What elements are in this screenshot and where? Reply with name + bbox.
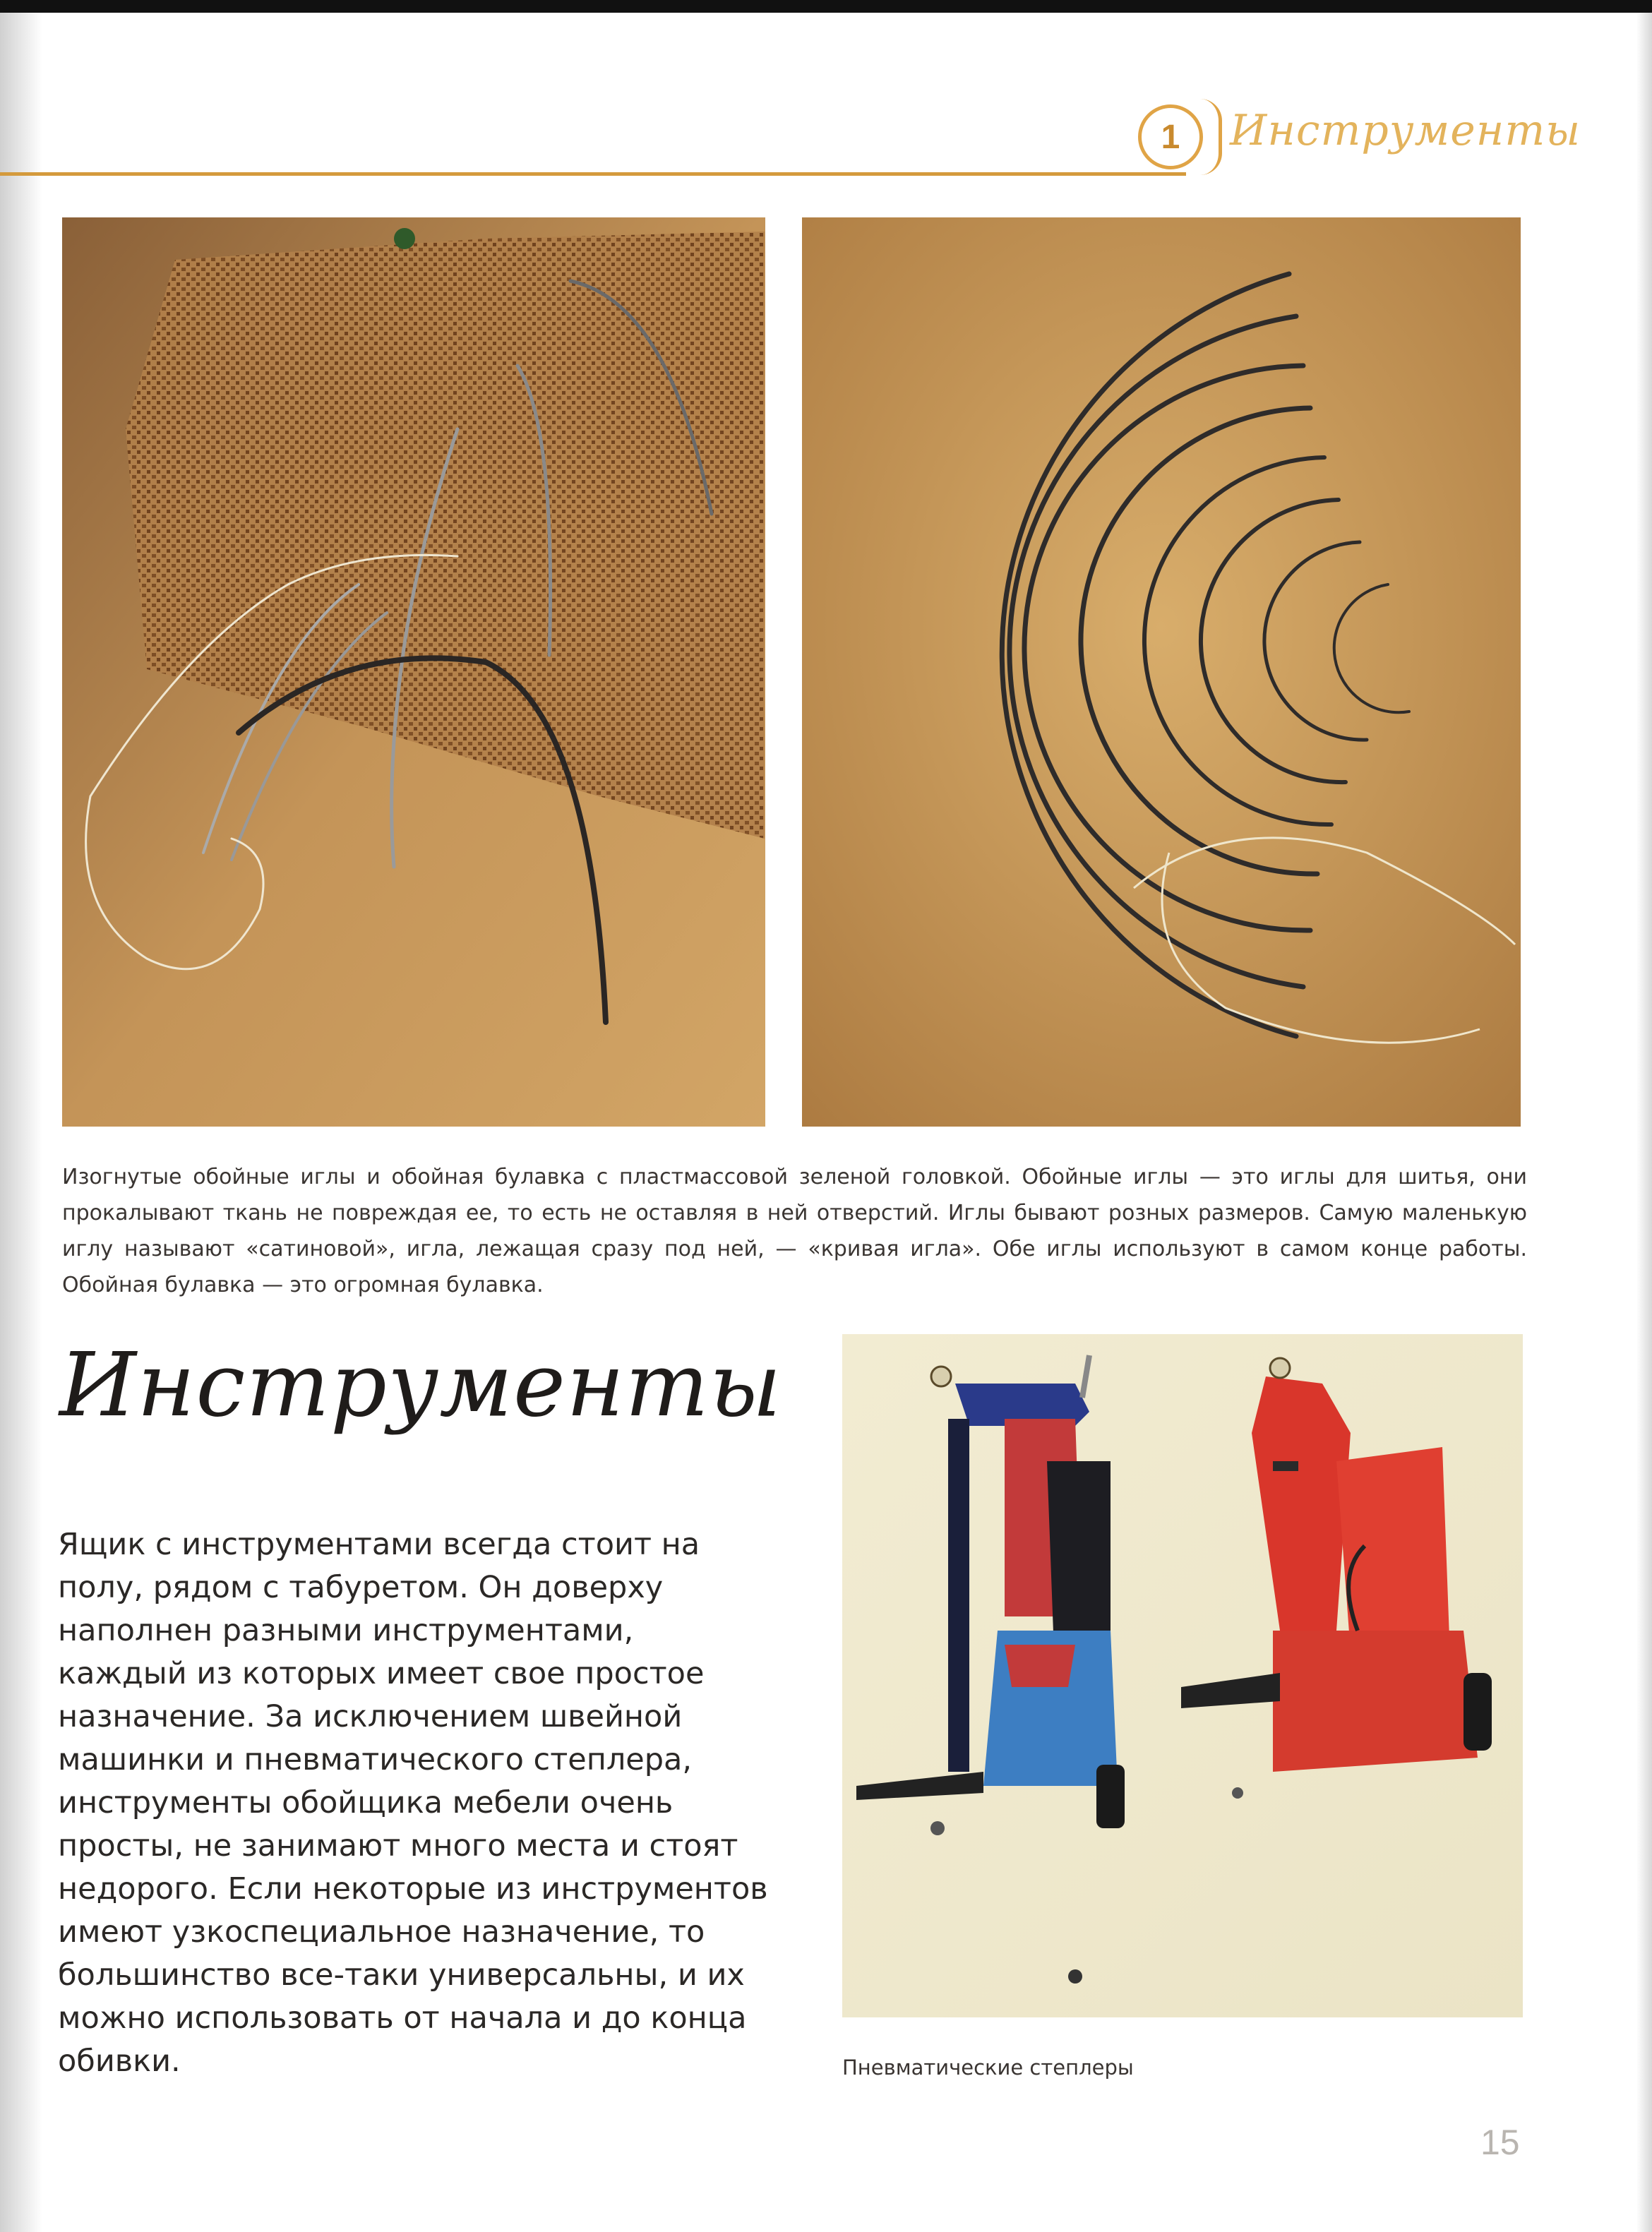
page-edge-shadow — [1636, 13, 1652, 2232]
chapter-number: 1 — [1161, 118, 1180, 156]
page-title: Инструменты — [59, 1334, 782, 1436]
header-rule — [0, 172, 1186, 176]
running-header-title: Инструменты — [1230, 106, 1581, 155]
scan-top-edge — [0, 0, 1652, 13]
pneumatic-staplers-photo — [842, 1334, 1523, 2017]
page-number: 15 — [1480, 2123, 1520, 2162]
curved-needles-with-pin-photo — [62, 217, 765, 1127]
curved-needles-set-photo — [802, 217, 1521, 1127]
body-paragraph: Ящик с инструментами всегда стоит на полу, рядом с табуретом. Он доверху наполнен разными инструментами, каждый из которых имеет свое простое назначение. За исключением швейной машинки и пневматического степлера, инструменты обойщика мебели очень просты, не занимают много места и стоят недорого. Если некоторые из инструментов имеют узкоспециальное назначение, то большинство все-таки универсальны, и их можно использовать от начала и до конца обивки. — [58, 1527, 768, 2079]
staplers-caption: Пневматические степлеры — [842, 2056, 1134, 2080]
chapter-number-badge — [1138, 104, 1203, 169]
needles-caption: Изогнутые обойные иглы и обойная булавка с пластмассовой зеленой головкой. Обойные иглы — это иглы для шитья, они прокалывают ткань не повреждая ее, то есть не оставляя в ней отверстий. Иглы бывают розных размеров. Самую маленькую иглу называют «сатиновой», игла, лежащая сразу под ней, — «кривая игла». Обе иглы используют в самом конце работы. Обойная булавка — это огромная булавка. — [62, 1165, 1527, 1297]
header-bracket — [1200, 99, 1222, 175]
spine-shadow — [0, 13, 42, 2232]
